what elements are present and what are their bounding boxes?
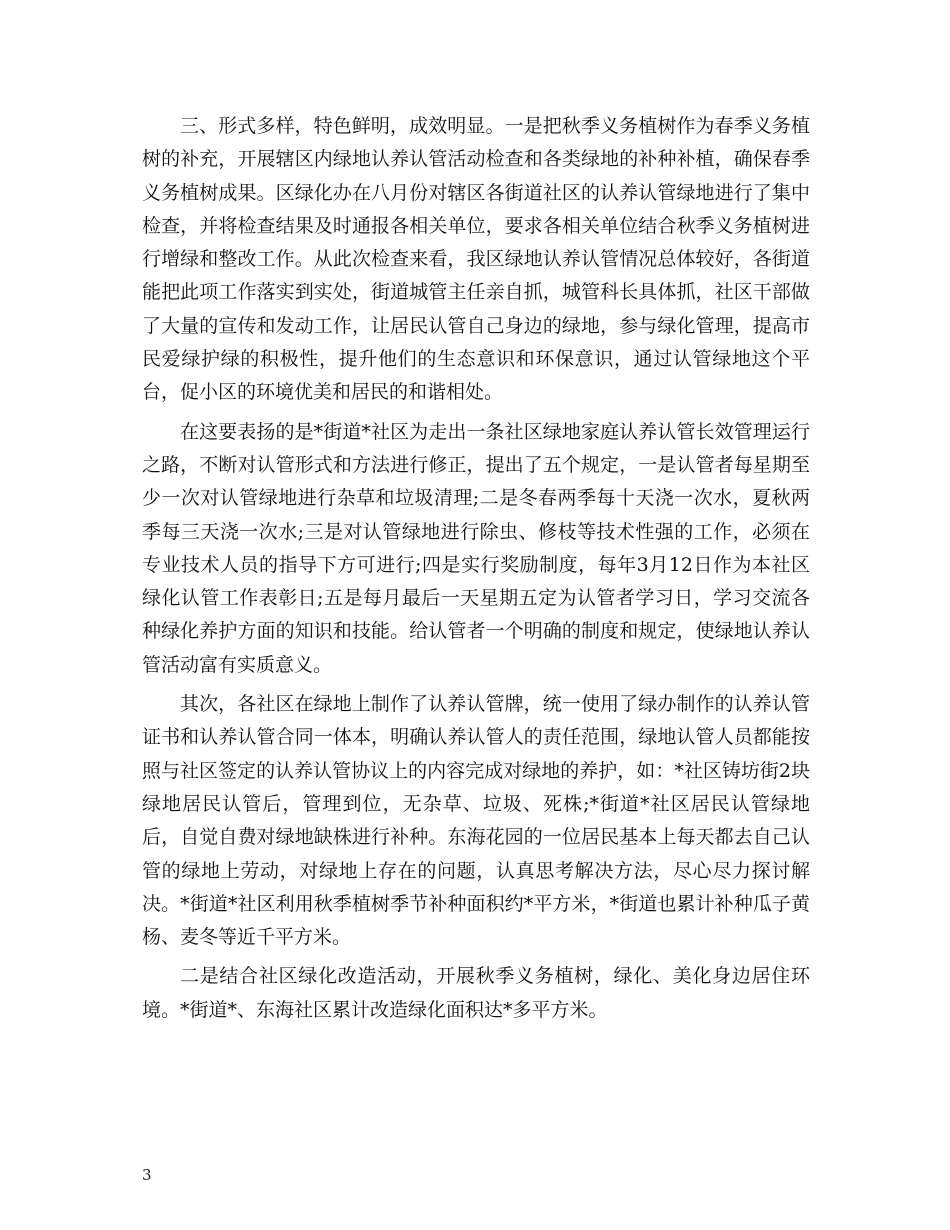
document-body xyxy=(142,110,810,1033)
paragraph-1: 三、形式多样，特色鲜明，成效明显。一是把秋季义务植树作为春季义务植树的补充，开展辖区内绿地认养认管活动检查和各类绿地的补种补植，确保春季义务植树成果。区绿化办在八月份对辖区各街道社区的认养认管绿地进行了集中检查，并将检查结果及时通报各相关单位，要求各相关单位结合秋季义务植树进行增绿和整改工作。从此次检查来看，我区绿地认养认管情况总体较好，各街道能把此项工作落实到实处，街道城管主任亲自抓，城管科长具体抓，社区干部做了大量的宣传和发动工作，让居民认管自己身边的绿地，参与绿化管理，提高市民爱绿护绿的积极性，提升他们的生态意识和环保意识，通过认管绿地这个平台，促小区的环境优美和居民的和谐相处。 xyxy=(142,115,810,404)
paragraph-4: 二是结合社区绿化改造活动，开展秋季义务植树，绿化、美化身边居住环境。*街道*、东海社区累计改造绿化面积达*多平方米。 xyxy=(142,965,810,1021)
paragraph-2: 在这要表扬的是*街道*社区为走出一条社区绿地家庭认养认管长效管理运行之路，不断对认管形式和方法进行修正，提出了五个规定，一是认管者每星期至少一次对认管绿地进行杂草和垃圾清理;二是冬春两季每十天浇一次水，夏秋两季每三天浇一次水;三是对认管绿地进行除虫、修枝等技术性强的工作，必须在专业技术人员的指导下方可进行;四是实行奖励制度，每年3月12日作为本社区绿化认管工作表彰日;五是每月最后一天星期五定为认管者学习日，学习交流各种绿化养护方面的知识和技能。给认管者一个明确的制度和规定，使绿地认养认管活动富有实质意义。 xyxy=(142,420,810,676)
paragraph-3: 其次，各社区在绿地上制作了认养认管牌，统一使用了绿办制作的认养认管证书和认养认管合同一体本，明确认养认管人的责任范围，绿地认管人员都能按照与社区签定的认养认管协议上的内容完成对绿地的养护，如：*社区铸坊街2块绿地居民认管后，管理到位，无杂草、垃圾、死株;*街道*社区居民认管绿地后，自觉自费对绿地缺株进行补种。东海花园的一位居民基本上每天都去自己认管的绿地上劳动，对绿地上存在的问题，认真思考解决方法，尽心尽力探讨解决。*街道*社区利用秋季植树季节补种面积约*平方米，*街道也累计补种瓜子黄杨、麦冬等近千平方米。 xyxy=(142,693,810,949)
page-number: 3 xyxy=(142,1166,152,1184)
